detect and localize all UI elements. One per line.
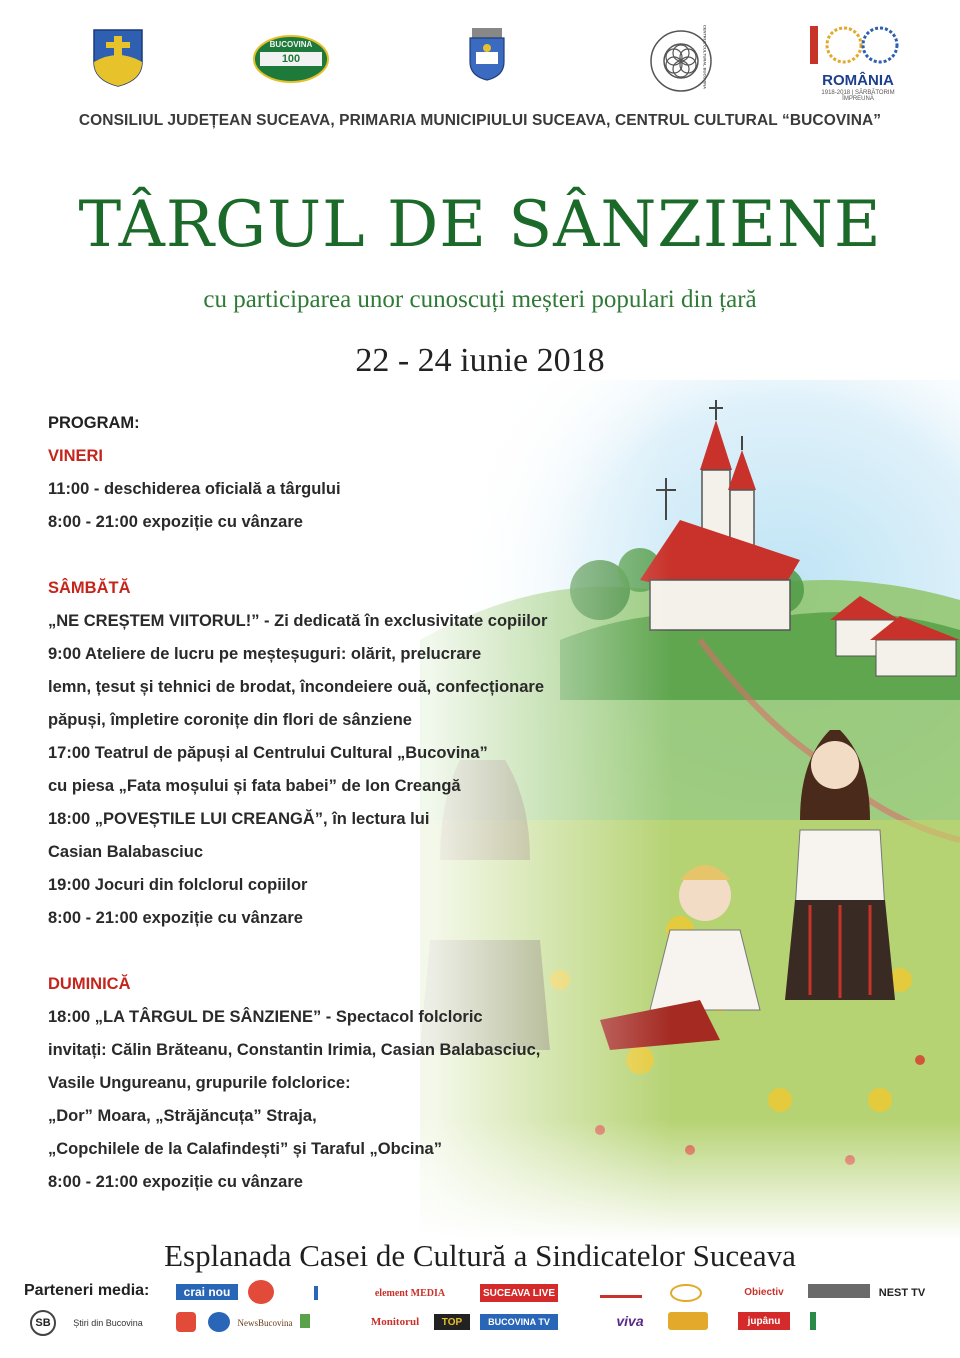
program-line: invitați: Călin Brăteanu, Constantin Irimia, Casian Balabasciuc,: [48, 1041, 541, 1059]
fan-radio-logo-icon: [208, 1312, 230, 1332]
day-saturday: SÂMBĂTĂ: [48, 579, 131, 597]
sb-logo: SB: [30, 1310, 56, 1336]
jupanu-logo: jupânu: [738, 1312, 790, 1330]
obiectiv-logo: Obiectiv: [744, 1286, 784, 1298]
bucovina-badge-number: 100: [281, 53, 301, 65]
news-portal-logo-icon: [808, 1284, 870, 1298]
bucovina-tv-logo: BUCOVINA TV: [480, 1314, 558, 1330]
program-line: 8:00 - 21:00 expoziție cu vânzare: [48, 909, 303, 927]
program-line: cu piesa „Fata moșului și fata babei” de Ion Creangă: [48, 777, 461, 795]
day-friday: VINERI: [48, 447, 104, 465]
bucovina-badge-label: BUCOVINA: [269, 40, 313, 49]
radio-fm-logo-icon: [668, 1312, 708, 1330]
program-line: 8:00 - 21:00 expoziție cu vânzare: [48, 1173, 303, 1191]
program-line: 11:00 - deschiderea oficială a târgului: [48, 480, 341, 498]
stiri-din-bucovina-logo: Știri din Bucovina: [73, 1318, 143, 1328]
program-line: 18:00 „POVEȘTILE LUI CREANGĂ”, în lectura lui: [48, 810, 430, 828]
program-line: lemn, țesut și tehnici de brodat, încondeiere ouă, confecționare: [48, 678, 545, 696]
program-line: Vasile Ungureanu, grupurile folclorice:: [48, 1074, 351, 1092]
program-line: 8:00 - 21:00 expoziție cu vânzare: [48, 513, 303, 531]
program-line: „NE CREȘTEM VIITORUL!” - Zi dedicată în exclusivitate copiilor: [48, 612, 548, 630]
local-radio-logo-icon: [300, 1314, 348, 1328]
program-line: „Dor” Moara, „Străjăncuța” Straja,: [48, 1107, 317, 1125]
centrul-cultural-ring-text: CENTRUL CULTURAL BUCOVINA: [702, 25, 708, 89]
radio-romania-logo-icon: [314, 1286, 348, 1300]
suceava-live-logo: SUCEAVA LIVE: [480, 1284, 558, 1302]
tv-plus-logo-icon: [600, 1286, 642, 1298]
program-line: Casian Balabasciuc: [48, 843, 203, 861]
news-bucovina-logo: NewsBucovina: [237, 1318, 293, 1328]
event-title: TÂRGUL DE SÂNZIENE: [78, 188, 882, 262]
viva-logo: viva: [616, 1313, 644, 1329]
program-line: 18:00 „LA TÂRGUL DE SÂNZIENE” - Spectacol folcloric: [48, 1008, 483, 1026]
suceava-municipality-crest-icon: [466, 26, 508, 82]
romania-label: ROMÂNIA: [822, 72, 894, 89]
program-heading: PROGRAM:: [48, 414, 140, 432]
program-list: [48, 412, 608, 1204]
day-sunday: DUMINICĂ: [48, 975, 131, 993]
program-line: „Copchilele de la Calafindești” și Taraful „Obcina”: [48, 1140, 442, 1158]
suceava-county-crest-icon: [92, 28, 144, 88]
program-line: 19:00 Jocuri din folclorul copiilor: [48, 876, 308, 894]
radio-logo-icon: [248, 1280, 274, 1304]
media-partners-label: Parteneri media:: [24, 1282, 150, 1299]
event-subtitle: cu participarea unor cunoscuți meșteri populari din țară: [203, 286, 757, 313]
nest-tv-logo: NEST TV: [878, 1287, 926, 1299]
element-media-logo: element MEDIA: [374, 1287, 446, 1299]
top-logo: TOP: [434, 1314, 470, 1330]
organizers-line: CONSILIUL JUDEȚEAN SUCEAVA, PRIMARIA MUNICIPIULUI SUCEAVA, CENTRUL CULTURAL “BUCOVINA”: [78, 112, 882, 129]
program-line: 9:00 Ateliere de lucru pe meșteșuguri: olărit, prelucrare: [48, 645, 482, 663]
event-dates: 22 - 24 iunie 2018: [355, 342, 605, 379]
crai-nou-logo: crai nou: [176, 1284, 238, 1300]
radio-romania-iasi-logo-icon: [810, 1312, 850, 1330]
monitorul-logo: Monitorul: [370, 1316, 420, 1328]
radio-station-logo-icon: [670, 1284, 702, 1302]
logo-bar: [0, 22, 960, 102]
program-line: păpuși, împletire coronițe din flori de sânziene: [48, 711, 412, 729]
romania-sub-label: 1918-2018 | SĂRBĂTORIM ÎMPREUNĂ: [821, 90, 895, 102]
program-line: 17:00 Teatrul de păpuși al Centrului Cultural „Bucovina”: [48, 744, 488, 762]
tv-channel-logo-icon: [176, 1312, 196, 1332]
event-venue: Esplanada Casei de Cultură a Sindicatelor Suceava: [164, 1238, 796, 1273]
